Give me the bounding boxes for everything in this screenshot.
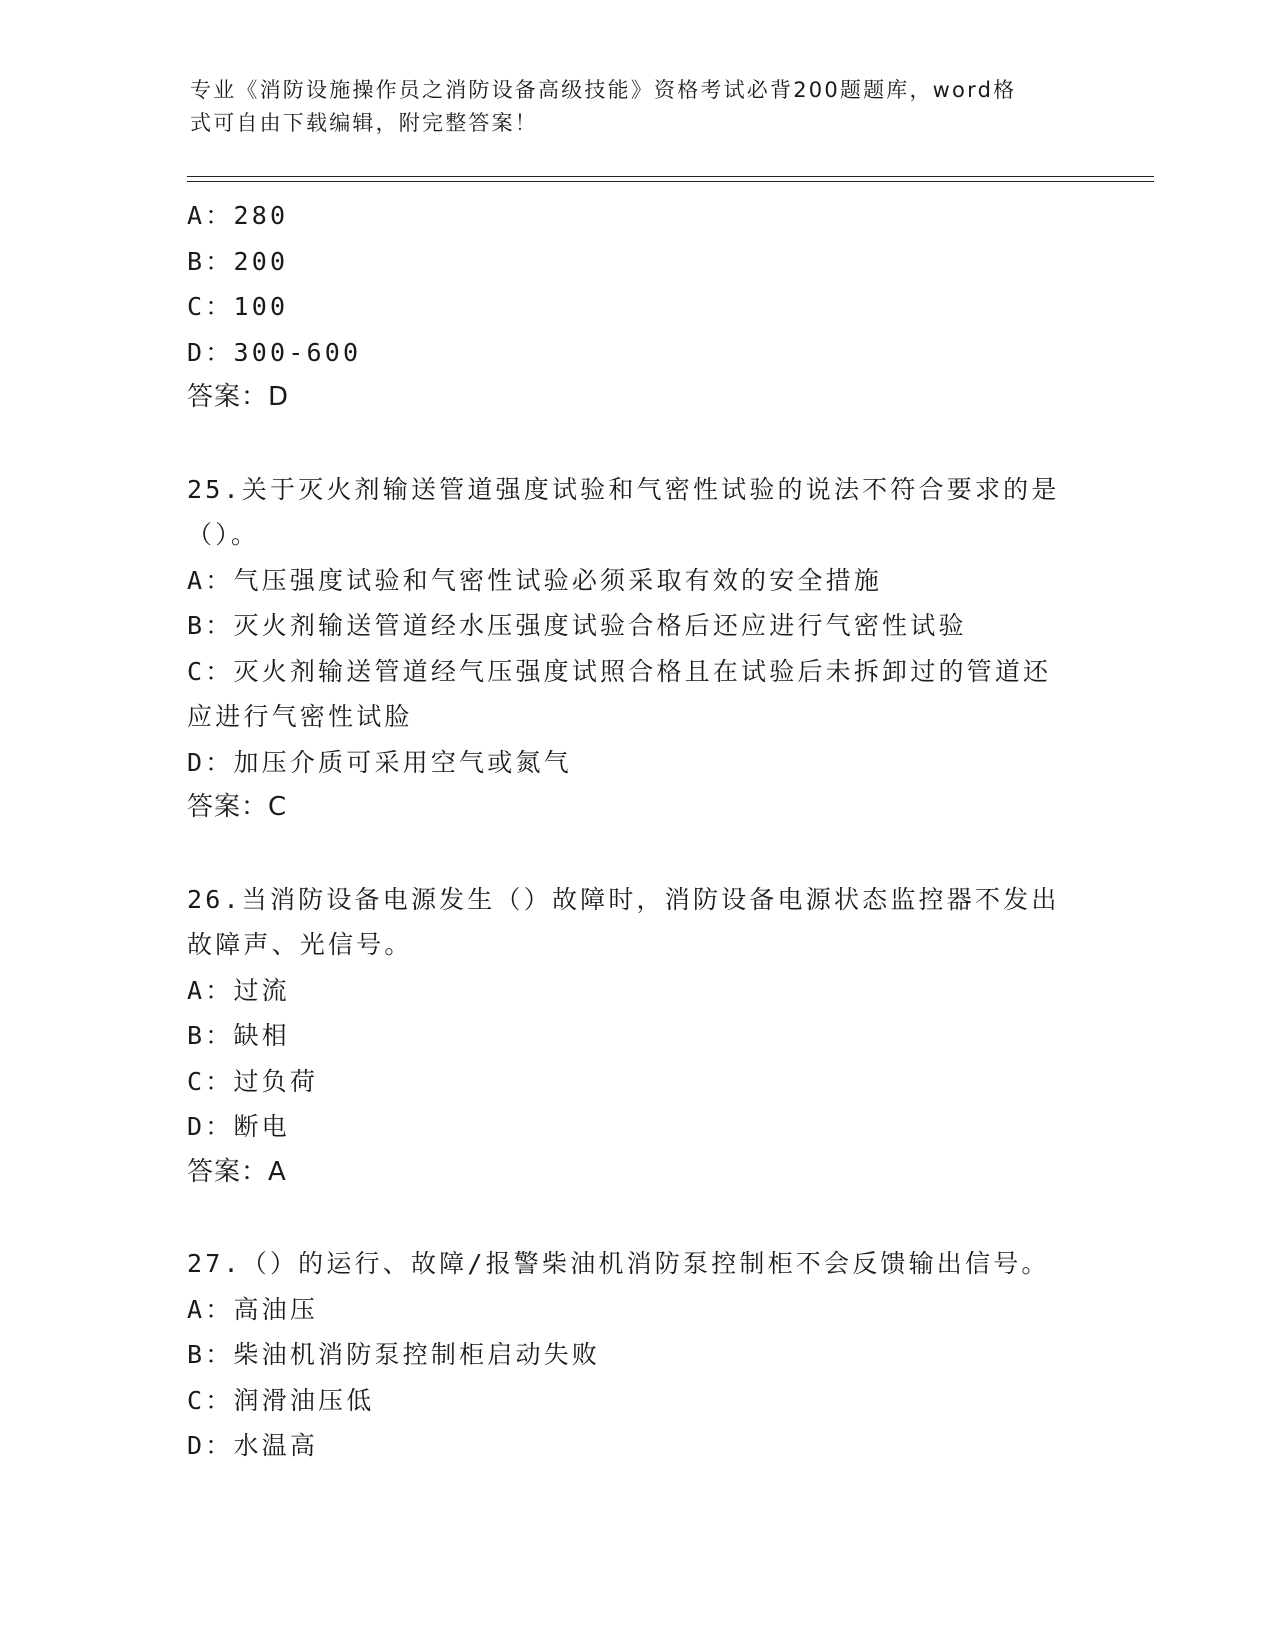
question-stem: 25.关于灭火剂输送管道强度试验和气密性试验的说法不符合要求的是 xyxy=(187,474,1060,504)
option-a: A：气压强度试验和气密性试验必须采取有效的安全措施 xyxy=(187,565,883,595)
question-24-tail xyxy=(187,193,1087,421)
option-c: C：灭火剂输送管道经气压强度试照合格且在试验后未拆卸过的管道还 xyxy=(187,656,1052,686)
spacer xyxy=(187,421,1087,467)
question-25 xyxy=(187,467,1087,831)
document-header xyxy=(190,74,1090,140)
header-divider-top xyxy=(187,176,1154,177)
option-a: A：280 xyxy=(187,201,289,230)
option-d: D：水温高 xyxy=(187,1431,319,1460)
option-b: B：缺相 xyxy=(187,1021,290,1050)
answer: 答案：A xyxy=(187,1156,287,1187)
question-stem: 26.当消防设备电源发生（）故障时，消防设备电源状态监控器不发出 xyxy=(187,884,1060,914)
question-stem-cont: 故障声、光信号。 xyxy=(187,930,413,959)
option-d: D：加压介质可采用空气或氮气 xyxy=(187,747,572,777)
option-c: C：100 xyxy=(187,292,289,321)
header-line-2: 式可自由下载编辑，附完整答案！ xyxy=(190,111,538,135)
option-b: B：柴油机消防泵控制柜启动失败 xyxy=(187,1340,601,1369)
question-stem-cont: （）。 xyxy=(187,520,260,549)
answer: 答案：C xyxy=(187,792,288,822)
option-a: A：过流 xyxy=(187,975,290,1005)
spacer xyxy=(187,1195,1087,1241)
header-line-1: 专业《消防设施操作员之消防设备高级技能》资格考试必背200题题库，word格 xyxy=(190,78,1017,102)
header-divider-bottom xyxy=(187,181,1154,182)
option-c: C：润滑油压低 xyxy=(187,1385,375,1415)
option-b: B：灭火剂输送管道经水压强度试验合格后还应进行气密性试验 xyxy=(187,611,967,640)
option-c-cont: 应进行气密性试脸 xyxy=(187,702,413,731)
question-list xyxy=(187,193,1087,1469)
question-stem: 27.（）的运行、故障/报警柴油机消防泵控制柜不会反馈输出信号。 xyxy=(187,1249,1050,1278)
option-c: C：过负荷 xyxy=(187,1066,319,1096)
answer: 答案：D xyxy=(187,382,290,412)
question-26 xyxy=(187,877,1087,1196)
spacer xyxy=(187,831,1087,877)
option-d: D：300-600 xyxy=(187,337,362,367)
question-27 xyxy=(187,1241,1087,1469)
option-b: B：200 xyxy=(187,246,289,276)
option-a: A：高油压 xyxy=(187,1294,319,1324)
option-d: D：断电 xyxy=(187,1112,290,1141)
